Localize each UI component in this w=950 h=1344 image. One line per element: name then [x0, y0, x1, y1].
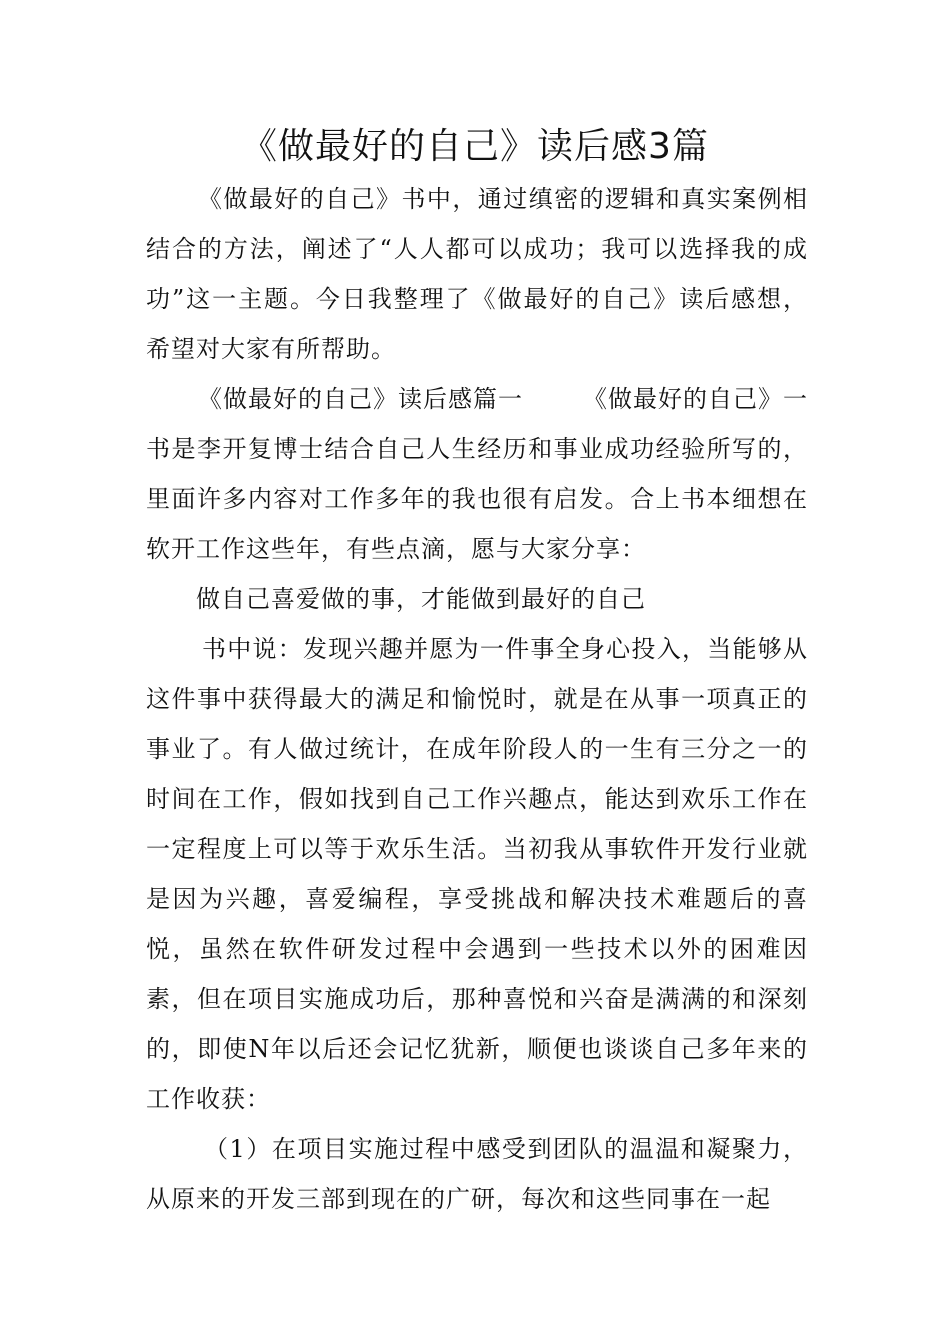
- subheading: 做自己喜爱做的事，才能做到最好的自己: [196, 585, 646, 613]
- document-title: 《做最好的自己》读后感3篇: [241, 126, 709, 167]
- section1-heading: 《做最好的自己》读后感篇一: [198, 385, 523, 413]
- section1-lead: 《做最好的自己》一书是李开复博士结合自己人生经历和事业成功经验所写的，里面许多内容对工作多年的我也很有启发。合上书本细想在软开工作这些年，有些点滴，愿与大家分享：: [146, 385, 808, 563]
- intro-paragraph: 《做最好的自己》书中，通过缜密的逻辑和真实案例相结合的方法，阐述了“人人都可以成功；我可以选择我的成功”这一主题。今日我整理了《做最好的自己》读后感想，希望对大家有所帮助。: [146, 185, 808, 363]
- document-body: [146, 174, 808, 1224]
- list-item-1: （1）在项目实施过程中感受到团队的温温和凝聚力，从原来的开发三部到现在的广研，每次和这些同事在一起: [146, 1135, 808, 1213]
- main-paragraph: 书中说：发现兴趣并愿为一件事全身心投入，当能够从这件事中获得最大的满足和愉悦时，就是在从事一项真正的事业了。有人做过统计，在成年阶段人的一生有三分之一的时间在工作，假如找到自己工作兴趣点，能达到欢乐工作在一定程度上可以等于欢乐生活。当初我从事软件开发行业就是因为兴趣，喜爱编程，享受挑战和解决技术难题后的喜悦，虽然在软件研发过程中会遇到一些技术以外的困难因素，但在项目实施成功后，那种喜悦和兴奋是满满的和深刻的，即使N年以后还会记忆犹新，顺便也谈谈自己多年来的工作收获：: [146, 635, 808, 1113]
- section1-paragraph: [146, 374, 808, 574]
